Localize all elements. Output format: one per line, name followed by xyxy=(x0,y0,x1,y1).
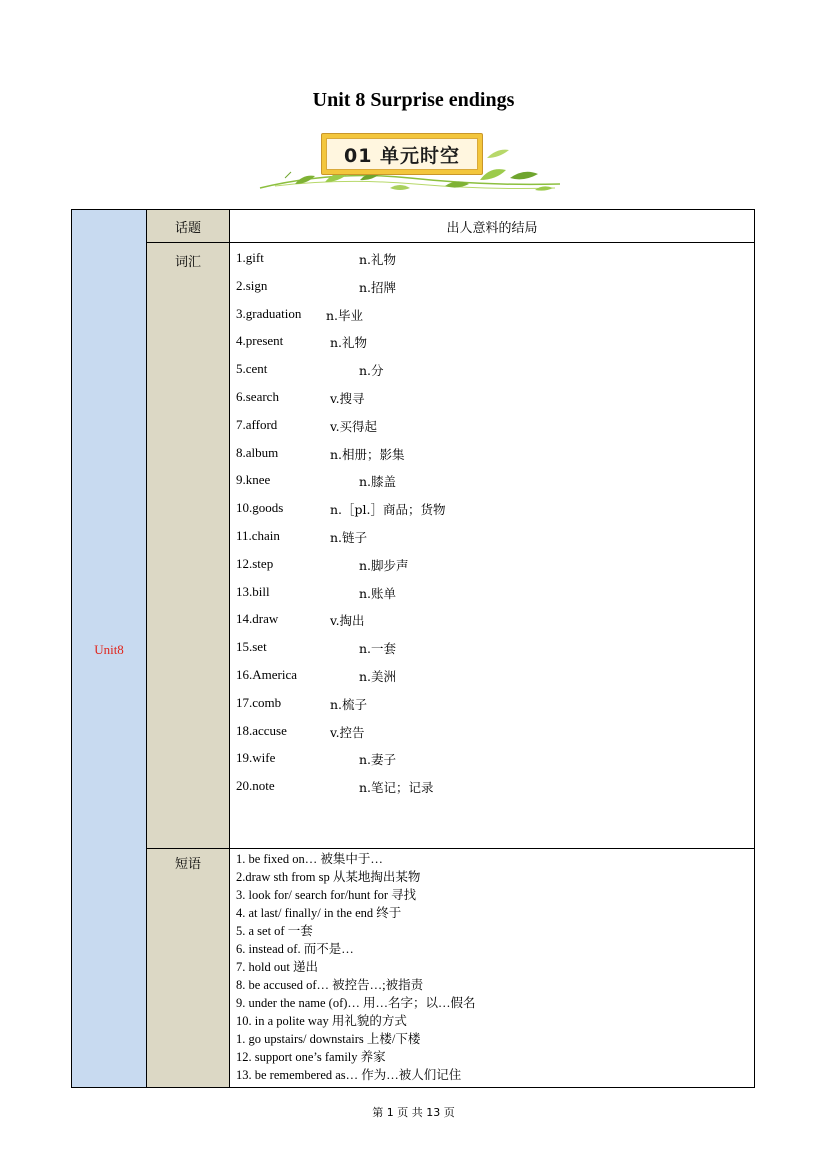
vocab-item xyxy=(236,306,754,334)
vocab-item xyxy=(236,584,754,612)
vocab-word: 20.note xyxy=(236,778,275,794)
vocab-item xyxy=(236,695,754,723)
phrase-item: 6. instead of. 而不是… xyxy=(236,942,354,956)
vocab-item xyxy=(236,556,754,584)
vocab-word: 19.wife xyxy=(236,750,276,766)
phrase-item: 1. go upstairs/ downstairs 上楼/下楼 xyxy=(236,1032,421,1046)
vocab-item xyxy=(236,611,754,639)
phrase-label: 短语 xyxy=(174,857,201,872)
section-banner xyxy=(255,128,565,200)
phrase-item: 5. a set of 一套 xyxy=(236,924,313,938)
vocab-cell xyxy=(230,243,755,849)
vocab-label: 词汇 xyxy=(174,255,201,270)
phrase-item: 10. in a polite way 用礼貌的方式 xyxy=(236,1014,407,1028)
vocab-meaning: n.分 xyxy=(359,363,384,379)
vocab-meaning: n.妻子 xyxy=(359,752,397,768)
vocab-meaning: n.礼物 xyxy=(359,252,397,267)
unit-overview-table xyxy=(71,209,755,1088)
vocab-meaning: n.［pl.］商品；货物 xyxy=(330,502,446,518)
phrase-cell xyxy=(230,849,755,1088)
topic-label-cell xyxy=(147,210,230,243)
unit-label: Unit8 xyxy=(94,642,124,657)
vocab-item xyxy=(236,361,754,389)
phrase-list xyxy=(230,849,754,1084)
vocab-meaning: n.膝盖 xyxy=(359,474,397,490)
vocab-item xyxy=(236,417,754,445)
vocab-word: 9.knee xyxy=(236,472,271,488)
vocab-meaning: n.笔记；记录 xyxy=(359,780,434,796)
vocab-meaning: n.链子 xyxy=(330,529,368,545)
page-title: Unit 8 Surprise endings xyxy=(312,89,515,111)
vocab-meaning: n.招牌 xyxy=(359,279,397,295)
vocab-item xyxy=(236,723,754,751)
vocab-word: 16.America xyxy=(236,666,298,682)
vocab-item xyxy=(236,500,754,528)
vocab-word: 12.step xyxy=(236,555,274,571)
page-footer: 第 1 页 共 13 页 xyxy=(372,1106,455,1119)
phrase-item: 7. hold out 递出 xyxy=(236,960,318,974)
phrase-item: 2.draw sth from sp 从某地掏出某物 xyxy=(236,870,421,884)
vocab-word: 6.search xyxy=(236,388,279,404)
phrase-item: 12. support one’s family 养家 xyxy=(236,1050,386,1064)
vocab-word: 15.set xyxy=(236,639,267,655)
vocab-meaning: n.毕业 xyxy=(326,307,364,323)
phrase-item: 4. at last/ finally/ in the end 终于 xyxy=(236,906,402,920)
vocab-meaning: n.梳子 xyxy=(330,696,368,712)
vocab-item xyxy=(236,639,754,667)
vocab-meaning: n.相册；影集 xyxy=(330,446,405,462)
vocab-word: 11.chain xyxy=(236,527,280,543)
vocab-meaning: n.脚步声 xyxy=(359,557,409,573)
phrase-item: 8. be accused of… 被控告…;被指责 xyxy=(236,978,424,992)
vocab-item xyxy=(236,445,754,473)
vocab-meaning: v.控告 xyxy=(330,724,365,740)
vocab-meaning: v.搜寻 xyxy=(330,390,365,406)
vocab-meaning: v.掏出 xyxy=(330,613,365,629)
vocab-word: 18.accuse xyxy=(236,722,287,738)
phrase-item: 9. under the name (of)… 用…名字；以…假名 xyxy=(236,996,476,1010)
vocab-word: 2.sign xyxy=(236,277,268,293)
phrase-item: 13. be remembered as… 作为…被人们记住 xyxy=(236,1068,462,1082)
vocab-meaning: n.礼物 xyxy=(330,335,368,351)
vocab-meaning: n.账单 xyxy=(359,585,397,601)
vocab-item xyxy=(236,472,754,500)
vocab-word: 14.draw xyxy=(236,611,279,627)
phrase-item: 3. look for/ search for/hunt for 寻找 xyxy=(236,888,417,902)
vocab-word: 17.comb xyxy=(236,694,282,710)
vocab-word: 7.afford xyxy=(236,416,278,432)
vocab-word: 8.album xyxy=(236,444,279,460)
section-badge xyxy=(321,133,483,175)
vocab-word: 10.goods xyxy=(236,500,284,516)
vocab-item xyxy=(236,528,754,556)
section-badge-text: 01 单元时空 xyxy=(343,145,461,167)
phrase-label-cell xyxy=(147,849,230,1088)
vocab-list xyxy=(230,243,754,806)
phrase-item: 1. be fixed on… 被集中于… xyxy=(236,852,383,866)
vocab-meaning: v.买得起 xyxy=(330,418,378,434)
unit-cell xyxy=(72,210,147,1088)
vocab-item xyxy=(236,667,754,695)
vocab-item xyxy=(236,250,754,278)
vocab-word: 4.present xyxy=(236,333,284,349)
topic-value: 出人意料的结局 xyxy=(230,210,755,243)
vocab-item xyxy=(236,389,754,417)
vocab-item xyxy=(236,333,754,361)
vocab-item xyxy=(236,750,754,778)
vocab-word: 5.cent xyxy=(236,361,268,377)
vocab-word: 3.graduation xyxy=(236,305,302,321)
vocab-meaning: n.一套 xyxy=(359,641,397,657)
vocab-word: 1.gift xyxy=(236,250,264,265)
vocab-item xyxy=(236,278,754,306)
vocab-label-cell xyxy=(147,243,230,849)
vocab-word: 13.bill xyxy=(236,583,270,599)
vocab-item xyxy=(236,778,754,806)
vocab-meaning: n.美洲 xyxy=(359,668,397,684)
topic-label: 话题 xyxy=(174,220,201,236)
